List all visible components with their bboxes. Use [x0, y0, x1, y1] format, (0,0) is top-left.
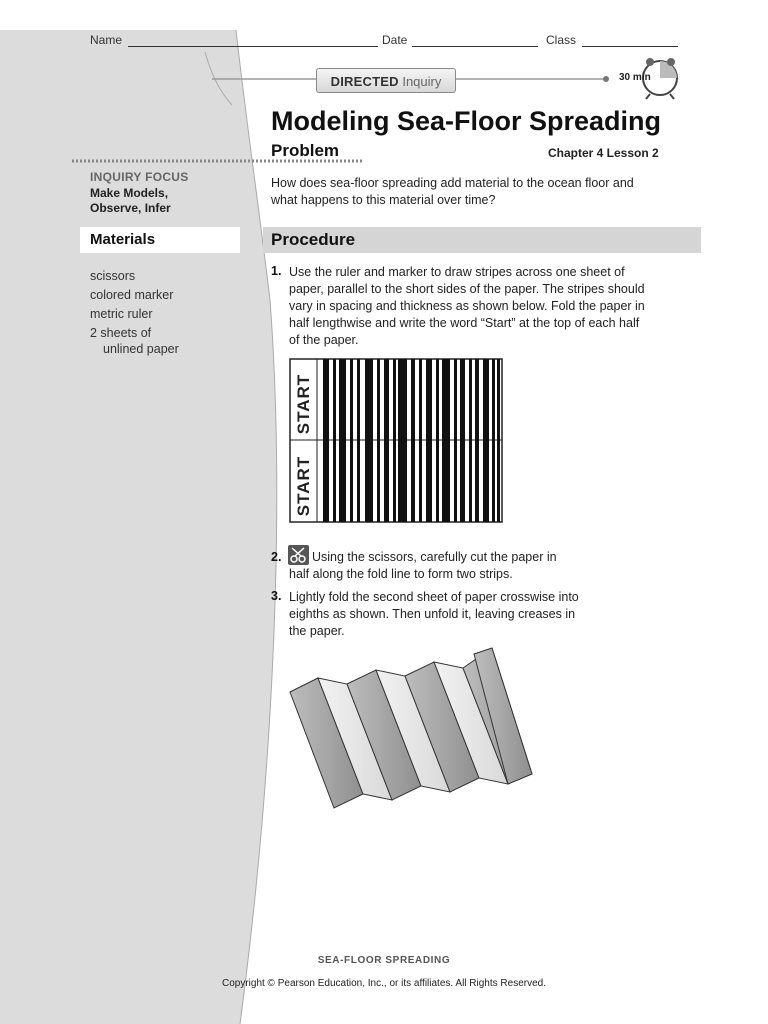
paper-stripe: [377, 359, 380, 522]
skills-line-1: Make Models,: [90, 186, 169, 200]
inquiry-focus-label: INQUIRY FOCUS: [90, 170, 189, 184]
step-1-number: 1.: [271, 264, 282, 278]
paper-stripe: [323, 359, 329, 522]
start-label-top: START: [294, 373, 313, 435]
date-label: Date: [382, 33, 408, 47]
paper-stripe: [419, 359, 422, 522]
class-field[interactable]: [582, 33, 678, 47]
paper-stripe: [475, 359, 479, 522]
paper-stripe: [357, 359, 360, 522]
badge-bold-text: DIRECTED: [330, 74, 399, 89]
chapter-lesson: Chapter 4 Lesson 2: [548, 146, 659, 160]
paper-stripe: [426, 359, 432, 522]
problem-question: How does sea-floor spreading add material to the ocean floor and what happens to this material over time?: [271, 176, 634, 207]
paper-stripe: [497, 359, 500, 522]
paper-stripe: [339, 359, 346, 522]
name-label: Name: [90, 33, 123, 47]
paper-stripe: [454, 359, 457, 522]
list-item: scissors: [90, 269, 136, 283]
materials-header: [80, 227, 240, 253]
problem-heading: Problem: [271, 141, 340, 160]
paper-stripe: [483, 359, 489, 522]
step-2-number: 2.: [271, 550, 282, 564]
procedure-heading: Procedure: [271, 230, 356, 249]
skills-line-2: Observe, Infer: [90, 201, 171, 215]
badge-light-text: Inquiry: [402, 74, 442, 89]
step-3-number: 3.: [271, 589, 282, 603]
copyright-notice: Copyright © Pearson Education, Inc., or its affiliates. All Rights Reserved.: [221, 978, 546, 989]
paper-stripe: [333, 359, 336, 522]
step-2-text: Using the scissors, carefully cut the paper in half along the fold line to form two strips.: [289, 550, 557, 581]
paper-stripe: [469, 359, 472, 522]
inquiry-focus-skills: [90, 186, 240, 216]
list-item-continuation: unlined paper: [103, 342, 179, 356]
paper-stripe: [365, 359, 373, 522]
materials-list: [90, 267, 179, 359]
date-field[interactable]: [412, 33, 538, 47]
time-label: 30 min: [619, 72, 651, 83]
paper-stripe: [460, 359, 465, 522]
paper-stripe: [350, 359, 353, 522]
step-1-text: Use the ruler and marker to draw stripes across one sheet of paper, parallel to the short sides of the paper. The stripes should vary in spacing and thickness as shown below. Fold the paper in half lengthwise and write the word “Start” at the top of each half of the paper.: [289, 265, 645, 347]
paper-stripe: [384, 359, 389, 522]
paper-stripe: [393, 359, 396, 522]
list-item: metric ruler: [90, 307, 153, 321]
page-title: Modeling Sea-Floor Spreading: [271, 106, 662, 136]
materials-heading: Materials: [90, 231, 156, 248]
footer-section-label: SEA-FLOOR SPREADING: [317, 955, 451, 966]
paper-stripe: [436, 359, 439, 522]
list-item: colored marker: [90, 288, 174, 302]
procedure-header: [263, 227, 701, 253]
class-label: Class: [546, 33, 577, 47]
name-field[interactable]: [128, 33, 378, 47]
fold-panels: [290, 648, 532, 808]
folded-paper-figure: [286, 640, 536, 822]
directed-inquiry-badge: [316, 68, 456, 93]
list-item: 2 sheets of: [90, 326, 152, 340]
step-3-text: Lightly fold the second sheet of paper crosswise into eighths as shown. Then unfold it, leaving creases in the paper.: [289, 590, 579, 638]
striped-paper-figure: [289, 358, 505, 526]
paper-stripe: [411, 359, 415, 522]
paper-stripe: [492, 359, 495, 522]
start-label-bottom: START: [294, 455, 313, 517]
paper-stripe: [442, 359, 450, 522]
paper-stripe: [398, 359, 407, 522]
